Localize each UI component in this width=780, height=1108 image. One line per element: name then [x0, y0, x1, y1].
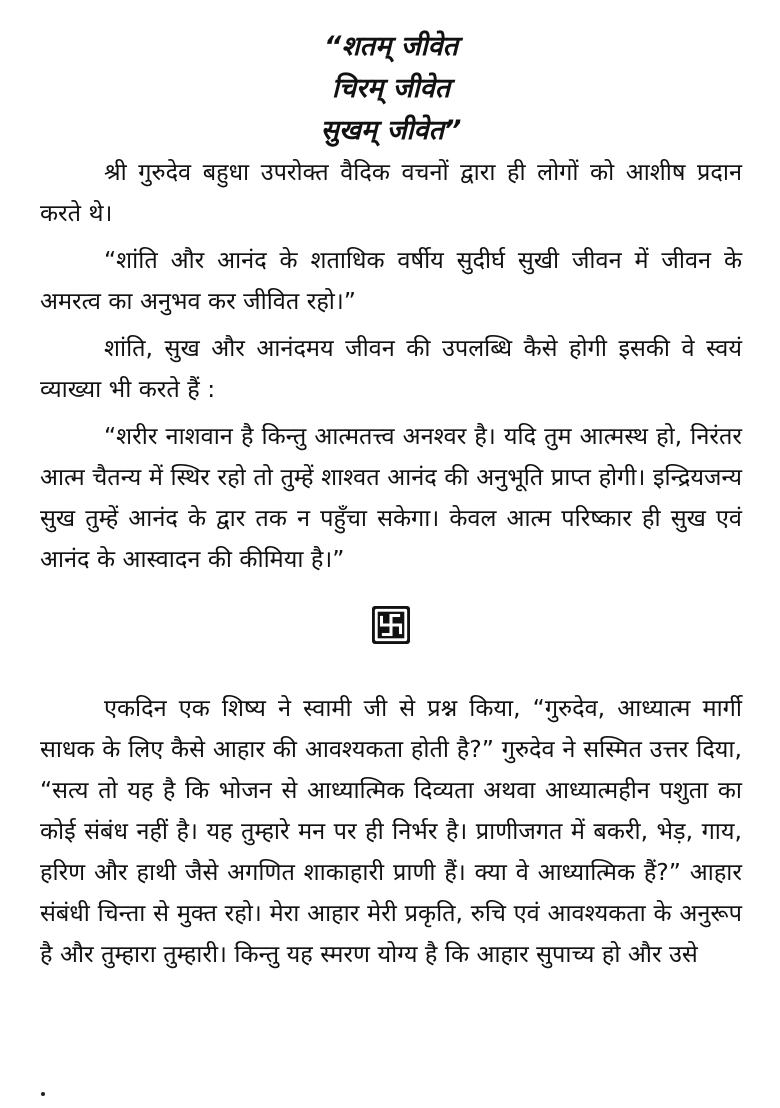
verse-line-1: “शतम् जीवेत: [323, 31, 459, 62]
paragraph-quote-soul: “शरीर नाशवान है किन्तु आत्मतत्त्व अनश्वर है। यदि तुम आत्मस्थ हो, निरंतर आत्म चैतन्य में स्थिर रहो तो तुम्हें शाश्वत आनंद की अनुभूति प्राप्त होगी। इन्द्रियजन्य सुख तुम्हें आनंद के द्वार तक न पहुँचा सकेगा। केवल आत्म परिष्कार ही सुख एवं आनंद के आस्वादन की कीमिया है।”: [40, 422, 742, 573]
verse-line-3: सुखम् जीवेत”: [320, 115, 462, 146]
section-divider: [40, 606, 742, 644]
page-mark: [41, 1092, 45, 1096]
paragraph-explanation: शांति, सुख और आनंदमय जीवन की उपलब्धि कैसे होगी इसकी वे स्वयं व्याख्या भी करते हैं :: [40, 334, 742, 403]
paragraph-blessing: श्री गुरुदेव बहुधा उपरोक्त वैदिक वचनों द्वारा ही लोगों को आशीष प्रदान करते थे।: [40, 158, 742, 227]
paragraph-quote-life: “शांति और आनंद के शताधिक वर्षीय सुदीर्घ सुखी जीवन में जीवन के अमरत्व का अनुभव कर जीवित रहो।”: [40, 246, 742, 315]
verse-line-2: चिरम् जीवेत: [331, 73, 451, 104]
verse-block: [40, 26, 742, 152]
swastika-ornament-icon: [372, 606, 410, 644]
paragraph-diet-dialogue: एकदिन एक शिष्य ने स्वामी जी से प्रश्न किया, “गुरुदेव, आध्यात्म मार्गी साधक के लिए कैसे आहार की आवश्यकता होती है?” गुरुदेव ने सस्मित उत्तर दिया, “सत्य तो यह है कि भोजन से आध्यात्मिक दिव्यता अथवा आध्यात्महीन पशुता का कोई संबंध नहीं है। यह तुम्हारे मन पर ही निर्भर है। प्राणीजगत में बकरी, भेड़, गाय, हरिण और हाथी जैसे अगणित शाकाहारी प्राणी हैं। क्या वे आध्यात्मिक हैं?” आहार संबंधी चिन्ता से मुक्त रहो। मेरा आहार मेरी प्रकृति, रुचि एवं आवश्यकता के अनुरूप है और तुम्हारा तुम्हारी। किन्तु यह स्मरण योग्य है कि आहार सुपाच्य हो और उसे: [40, 694, 742, 968]
